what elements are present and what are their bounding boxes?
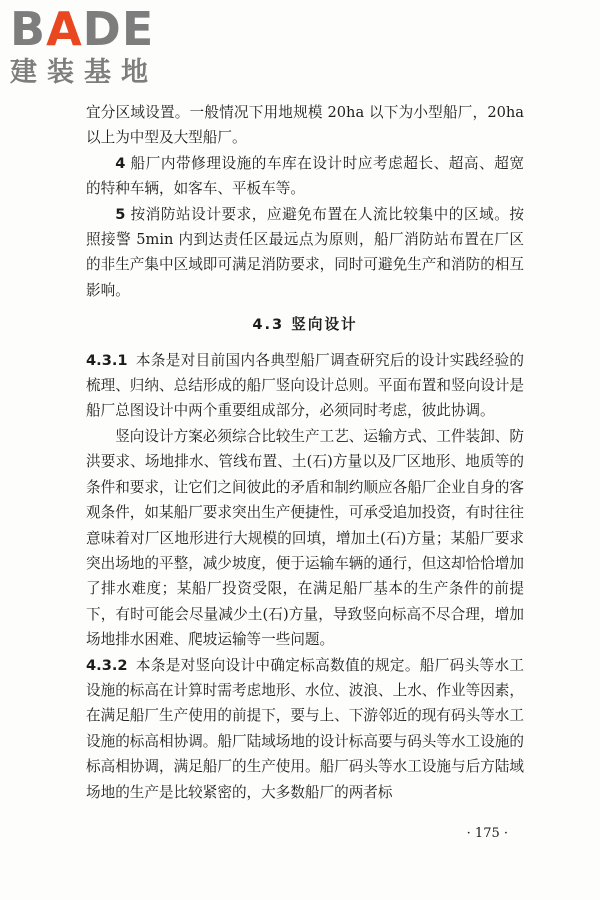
logo-accent-letter: A (46, 2, 83, 56)
section-title: 4.3 竖向设计 (252, 316, 358, 334)
clause-number: 4.3.2 (86, 656, 128, 674)
item-number: 4 (115, 154, 126, 172)
logo-wordmark: BADE (10, 2, 155, 56)
logo-subtitle: 建装基地 (10, 57, 158, 88)
bade-logo (10, 4, 180, 90)
paragraph-continued: 宜分区域设置。一般情况下用地规模 20ha 以下为小型船厂，20ha 以上为中型及大型船厂。 (86, 104, 524, 147)
clause-4-3-1: 4.3.1 本条是对目前国内各典型船厂调查研究后的设计实践经验的梳理、归纳、总结形成的船厂竖向设计总则。平面布置和竖向设计是船厂总图设计中两个重要组成部分，必须同时考虑，彼此协调。 (86, 351, 524, 420)
page-number: · 175 · (466, 826, 508, 841)
body-text (86, 100, 524, 805)
list-item-4: 4 船厂内带修理设施的车库在设计时应考虑超长、超高、超宽的特种车辆，如客车、平板车等。 (86, 154, 524, 198)
paragraph-vertical-design: 竖向设计方案必须综合比较生产工艺、运输方式、工件装卸、防洪要求、场地排水、管线布置、土(石)方量以及厂区地形、地质等的条件和要求，让它们之间彼此的矛盾和制约顺应各船厂企业自身的客观条件，如某船厂要求突出生产便捷性，可承受追加投资，有时往往意味着对厂区地形进行大规模的回填，增加土(石)方量；某船厂要求突出场地的平整，减少坡度，便于运输车辆的通行，但这却恰恰增加了排水难度；某船厂投资受限，在满足船厂基本的生产条件的前提下，有时可能会尽量减少土(石)方量，导致竖向标高不尽合理，增加场地排水困难、爬坡运输等一些问题。 (86, 427, 524, 649)
clause-4-3-2: 4.3.2 本条是对竖向设计中确定标高数值的规定。船厂码头等水工设施的标高在计算时需考虑地形、水位、波浪、上水、作业等因素，在满足船厂生产使用的前提下，要与上、下游邻近的现有码头等水工设施的标高相协调。船厂陆域场地的设计标高要与码头等水工设施的标高相协调，满足船厂的生产使用。船厂码头等水工设施与后方陆域场地的生产是比较紧密的，大多数船厂的两者标 (86, 656, 524, 801)
list-item-5: 5 按消防站设计要求，应避免布置在人流比较集中的区域。按照接警 5min 内到达责任区最远点为原则，船厂消防站布置在厂区的非生产集中区域即可满足消防要求，同时可避免生产和消防的相互影响。 (86, 205, 524, 299)
clause-number: 4.3.1 (86, 351, 128, 369)
item-number: 5 (115, 205, 126, 223)
